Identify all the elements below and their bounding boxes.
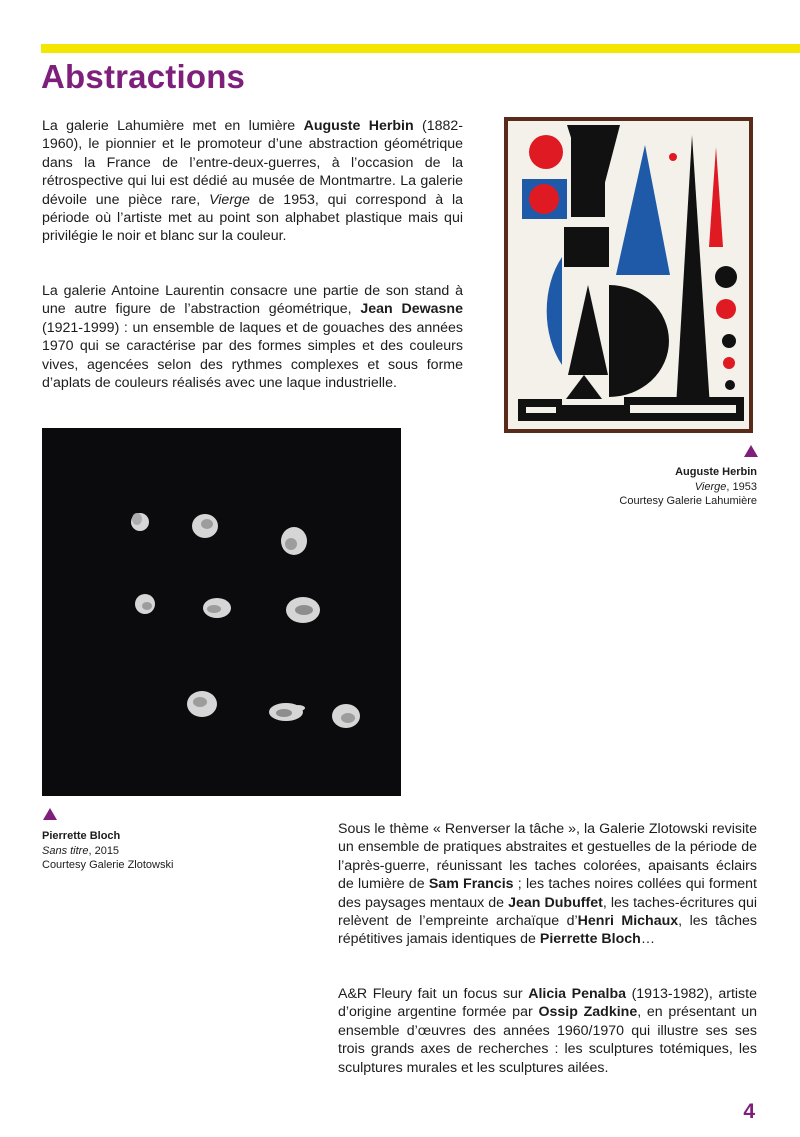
- red-circle-small: [723, 357, 735, 369]
- text-run: , en présentant un ensemble d’œuvres des années 1960/1970 qui illustre ses ses trois grands axes de recherches : les sculptures totémiques, les sculptures murales et les sculptures ailées.: [338, 1004, 757, 1076]
- bold-name: Sam Francis: [428, 876, 514, 893]
- black-block-center: [564, 227, 609, 267]
- text-run: de 1953, qui correspond à la période où l’artiste met au point son alphabet plastique mais qui privilégie le noir et blanc sur la couleur.: [42, 191, 463, 245]
- black-circle-2: [722, 334, 736, 348]
- caption-artist: Auguste Herbin: [675, 466, 757, 478]
- text-run: , les tâches répétitives jamais identiques de: [338, 913, 757, 948]
- text-run: , les taches-écritures qui relèvent de l’empreinte archaïque d’: [338, 894, 758, 930]
- caption-credit: Courtesy Galerie Lahumière: [619, 495, 757, 507]
- bold-name: Henri Michaux: [577, 913, 679, 930]
- red-circle-right: [716, 299, 736, 319]
- caption-marker-triangle: [744, 445, 758, 457]
- ink-blot: [286, 597, 320, 623]
- caption-work-title: Vierge: [694, 480, 727, 493]
- bold-name: Pierrette Bloch: [539, 931, 641, 948]
- ink-blot: [332, 704, 360, 728]
- small-red-dot: [669, 153, 677, 161]
- caption-year: , 2015: [88, 844, 120, 857]
- artwork-bloch-sans-titre: [42, 428, 401, 796]
- text-run: A&R Fleury fait un focus sur: [338, 986, 529, 1002]
- text-run: (1921-1999) : un ensemble de laques et de gouaches des années 1970 qui se caractérise par des formes simples et des couleurs vives, agencées selon des rythmes complexes et sous forme d’aplats de couleurs réalisés avec une laque industrielle.: [42, 319, 463, 392]
- text-run: …: [640, 931, 655, 948]
- paragraph-fleury: [338, 985, 757, 1077]
- caption-herbin: [619, 465, 757, 509]
- bold-name: Alicia Penalba: [528, 986, 627, 1002]
- caption-year: , 1953: [726, 480, 757, 493]
- page-title: Abstractions: [41, 58, 246, 95]
- top-accent-band: [41, 44, 800, 53]
- ink-blot: [203, 598, 231, 618]
- text-run: (1913-1982), artiste d’origine argentine formée par: [338, 986, 757, 1021]
- black-circle-3: [725, 380, 735, 390]
- ink-blot: [187, 691, 217, 717]
- bold-name: Ossip Zadkine: [538, 1004, 638, 1021]
- bold-name: Jean Dubuffet: [508, 894, 603, 911]
- bold-name: Jean Dewasne: [360, 301, 463, 318]
- ink-blot: [281, 527, 307, 555]
- artwork-herbin-vierge: [504, 117, 753, 433]
- page-number: 4: [743, 1100, 755, 1123]
- ink-blot: [135, 594, 155, 614]
- paragraph-zlotowski: [338, 820, 757, 949]
- caption-bloch: [42, 829, 173, 873]
- text-run: La galerie Antoine Laurentin consacre une partie de son stand à une autre figure de l’abstraction géométrique,: [42, 283, 463, 318]
- text-run: Sous le thème « Renverser la tâche », la Galerie Zlotowski revisite un ensemble de pratiques abstraites et gestuelles de la période de l’après-guerre, réunissant les taches colorées, apaisants éclairs de lumière de: [338, 821, 757, 893]
- black-circle-1: [715, 266, 737, 288]
- italic-title: Vierge: [209, 191, 250, 208]
- bold-name: Auguste Herbin: [303, 118, 414, 134]
- red-circle-top: [529, 135, 563, 169]
- paragraph-dewasne: [42, 282, 463, 392]
- text-run: ; les taches noires collées qui forment des paysages mentaux de: [338, 876, 757, 911]
- text-run: (1882-1960), le pionnier et le promoteur d’une abstraction géométrique dans la France de l’entre-deux-guerres, à l’occasion de la rétrospective qui lui est dédié au musée de Montmartre. La galerie dévoile une pièce rare,: [42, 118, 464, 208]
- caption-credit: Courtesy Galerie Zlotowski: [42, 859, 174, 871]
- red-circle-in-square: [529, 184, 559, 214]
- caption-work-title: Sans titre: [42, 844, 89, 857]
- ink-blot: [131, 513, 149, 531]
- text-run: La galerie Lahumière met en lumière: [42, 118, 304, 134]
- paragraph-herbin: [42, 117, 463, 246]
- ink-blot: [192, 514, 218, 538]
- caption-marker-triangle: [43, 808, 57, 820]
- caption-artist: Pierrette Bloch: [42, 830, 121, 842]
